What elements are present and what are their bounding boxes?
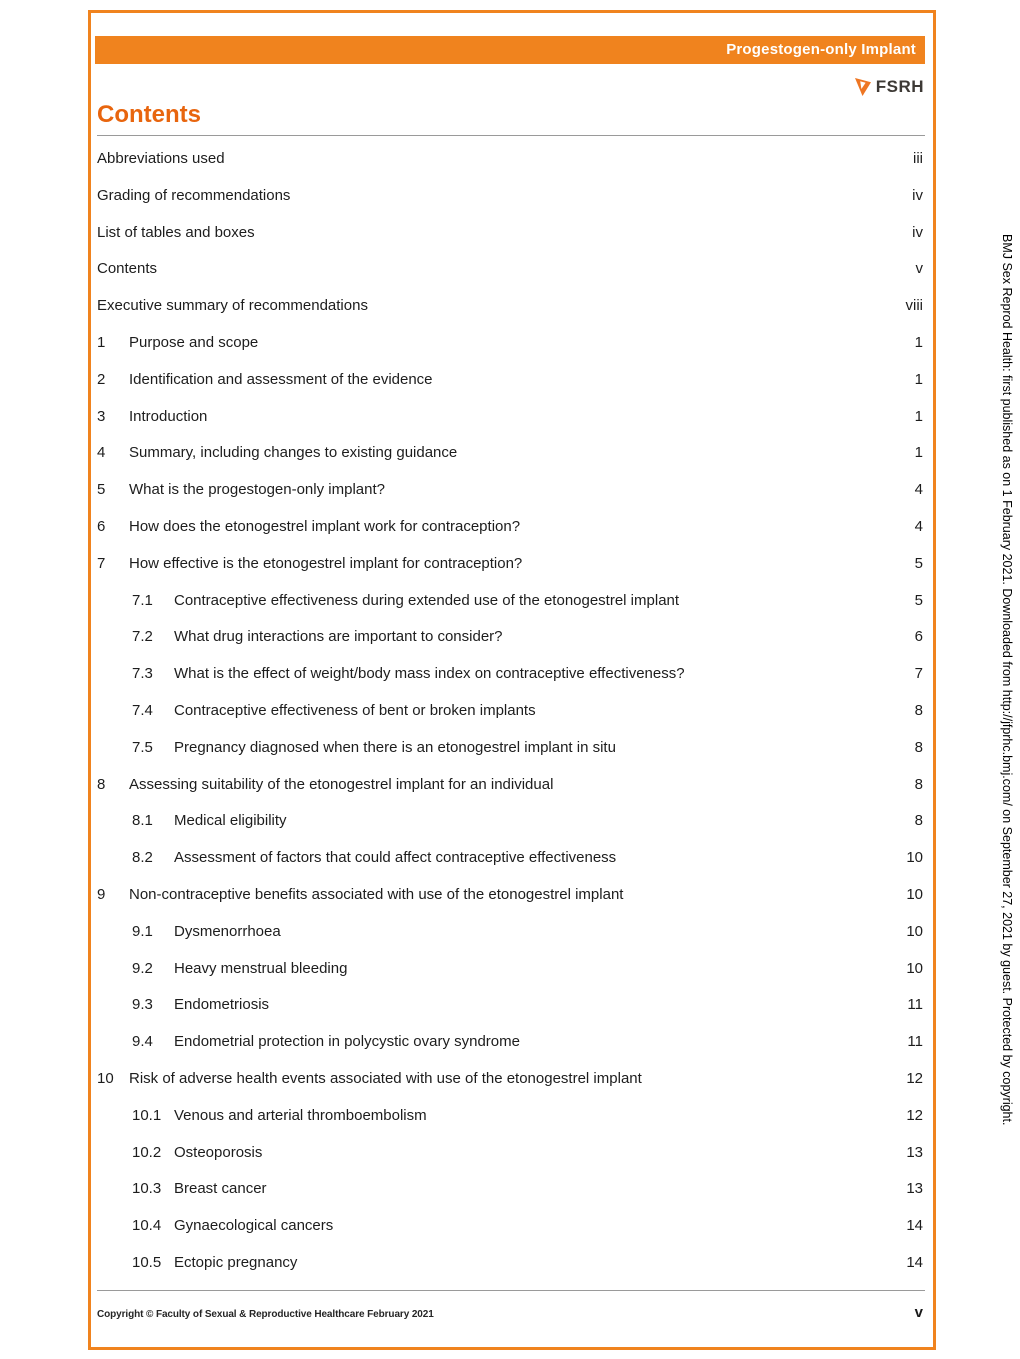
toc-entry-number: 8.1 — [132, 812, 153, 830]
toc-entry-page: 8 — [914, 701, 923, 719]
toc-entry-page: 1 — [914, 444, 923, 462]
toc-entry-page: 12 — [906, 1106, 923, 1124]
toc-entry-number: 10.5 — [132, 1253, 162, 1271]
copyright-text: Copyright © Faculty of Sexual & Reproductive Healthcare February 2021 — [97, 1309, 434, 1320]
toc-entry-number: 9 — [97, 885, 106, 903]
toc-entry-number: 4 — [97, 444, 106, 462]
toc-entry-page: 1 — [914, 407, 923, 425]
toc-row — [97, 995, 923, 1032]
toc-row — [97, 554, 923, 591]
toc-row — [97, 517, 923, 554]
toc-row — [97, 848, 923, 885]
toc-entry-label: Contraceptive effectiveness during extended use of the etonogestrel implant — [174, 591, 680, 609]
toc-entry-label: Executive summary of recommendations — [97, 297, 368, 315]
toc-entry-number: 7.2 — [132, 628, 153, 646]
toc-entry-label: Introduction — [129, 407, 208, 425]
toc-entry-label: Contraceptive effectiveness of bent or broken implants — [174, 701, 536, 719]
toc-entry-label: Breast cancer — [174, 1180, 267, 1198]
toc-row — [97, 333, 923, 370]
toc-entry-page: 6 — [914, 628, 923, 646]
toc-entry-number: 8 — [97, 775, 106, 793]
toc-row — [97, 1143, 923, 1180]
toc-entry-label: Pregnancy diagnosed when there is an etonogestrel implant in situ — [174, 738, 616, 756]
header-banner — [95, 36, 925, 64]
toc-entry-label: Risk of adverse health events associated with use of the etonogestrel implant — [129, 1069, 642, 1087]
toc-entry-number: 3 — [97, 407, 106, 425]
toc-row — [97, 627, 923, 664]
toc-row — [97, 1069, 923, 1106]
toc-entry-label: How does the etonogestrel implant work for contraception? — [129, 517, 521, 535]
toc-entry-page: iv — [912, 223, 923, 241]
toc-entry-page: 13 — [906, 1143, 923, 1161]
toc-entry-label: Ectopic pregnancy — [174, 1253, 298, 1271]
toc-row — [97, 223, 923, 260]
toc-entry-label: Non-contraceptive benefits associated with use of the etonogestrel implant — [129, 885, 624, 903]
toc-entry-number: 7 — [97, 554, 106, 572]
title-rule — [97, 135, 925, 136]
toc-entry-label: Endometriosis — [174, 996, 270, 1014]
toc-row — [97, 959, 923, 996]
toc-row — [97, 259, 923, 296]
fsrh-flame-icon — [853, 76, 873, 98]
toc-row — [97, 1106, 923, 1143]
logo-row — [91, 74, 924, 100]
toc-entry-number: 9.3 — [132, 996, 153, 1014]
citation-text — [1000, 234, 1014, 1125]
toc-entry-number: 5 — [97, 481, 106, 499]
toc-entry-number: 7.3 — [132, 665, 153, 683]
toc-row — [97, 738, 923, 775]
folio-page-number: v — [914, 1304, 923, 1321]
toc-entry-page: 12 — [906, 1069, 923, 1087]
toc-entry-page: 5 — [914, 554, 923, 572]
toc-row — [97, 370, 923, 407]
toc-entry-label: Summary, including changes to existing guidance — [129, 444, 458, 462]
toc-entry-number: 2 — [97, 370, 106, 388]
toc-entry-page: 10 — [906, 959, 923, 977]
toc-entry-label: Gynaecological cancers — [174, 1217, 334, 1235]
toc-entry-page: iii — [913, 150, 923, 167]
footer — [97, 1304, 923, 1321]
toc-entry-page: 11 — [907, 1033, 923, 1051]
toc-entry-page: viii — [905, 297, 923, 315]
toc-row — [97, 1253, 923, 1290]
toc-entry-page: 1 — [914, 333, 923, 351]
toc-row — [97, 701, 923, 738]
toc-entry-label: Medical eligibility — [174, 812, 287, 830]
sidebar-citation — [1000, 0, 1014, 1359]
toc-row — [97, 1032, 923, 1069]
toc-entry-label: List of tables and boxes — [97, 223, 255, 241]
toc-entry-label: Assessment of factors that could affect contraceptive effectiveness — [174, 849, 617, 867]
toc-entry-number: 9.2 — [132, 959, 153, 977]
toc-row — [97, 149, 923, 186]
toc-entry-number: 10.4 — [132, 1217, 162, 1235]
toc-entry-page: 13 — [906, 1180, 923, 1198]
toc-entry-number: 8.2 — [132, 849, 153, 867]
toc-entry-label: Assessing suitability of the etonogestrel implant for an individual — [129, 775, 554, 793]
citation-before-url: BMJ Sex Reprod Health: first published as on 1 February 2021. Downloaded from — [1000, 233, 1014, 690]
toc-entry-label: Contents — [97, 260, 158, 278]
toc-row — [97, 1216, 923, 1253]
toc-entry-label: Purpose and scope — [129, 333, 259, 351]
toc-row — [97, 922, 923, 959]
toc-entry-page: 8 — [914, 775, 923, 793]
header-banner-title: Progestogen-only Implant — [726, 41, 916, 58]
toc-row — [97, 664, 923, 701]
toc-row — [97, 407, 923, 444]
toc-entry-label: How effective is the etonogestrel implant for contraception? — [129, 554, 523, 572]
toc-row — [97, 775, 923, 812]
page-border-frame — [88, 10, 936, 1350]
toc-entry-label: What is the effect of weight/body mass index on contraceptive effectiveness? — [174, 665, 685, 683]
toc-entry-label: Grading of recommendations — [97, 186, 291, 204]
toc-entry-page: 4 — [914, 517, 923, 535]
toc-entry-page: 8 — [914, 738, 923, 756]
toc-entry-page: 1 — [914, 370, 923, 388]
toc-row — [97, 296, 923, 333]
toc-entry-label: Abbreviations used — [97, 150, 225, 167]
toc-entry-page: v — [915, 260, 923, 278]
toc-row — [97, 1179, 923, 1216]
toc-entry-page: 10 — [906, 849, 923, 867]
toc-entry-page: 8 — [914, 812, 923, 830]
toc-row — [97, 591, 923, 628]
page-title: Contents — [97, 101, 201, 128]
toc-row — [97, 480, 923, 517]
toc-row — [97, 443, 923, 480]
toc-entry-page: 10 — [906, 885, 923, 903]
toc-entry-label: Venous and arterial thromboembolism — [174, 1106, 427, 1124]
citation-after-url: on September 27, 2021 by guest. Protected by copyright. — [1000, 805, 1014, 1126]
toc-entry-number: 7.5 — [132, 738, 153, 756]
toc-entry-label: Osteoporosis — [174, 1143, 263, 1161]
toc-row — [97, 186, 923, 223]
toc-entry-label: Dysmenorrhoea — [174, 922, 281, 940]
toc-row — [97, 885, 923, 922]
toc-entry-page: 11 — [907, 996, 923, 1014]
toc-entry-label: Endometrial protection in polycystic ovary syndrome — [174, 1033, 520, 1051]
toc-list — [97, 149, 923, 1290]
citation-url[interactable]: http://jfprhc.bmj.com/ — [1000, 689, 1014, 806]
toc-entry-label: Identification and assessment of the evidence — [129, 370, 433, 388]
footer-rule — [97, 1290, 925, 1291]
toc-entry-number: 10 — [97, 1069, 114, 1087]
toc-entry-number: 10.1 — [132, 1106, 162, 1124]
toc-entry-label: What drug interactions are important to consider? — [174, 628, 503, 646]
toc-entry-number: 7.1 — [132, 591, 153, 609]
toc-entry-page: 14 — [906, 1253, 923, 1271]
toc-entry-number: 9.4 — [132, 1033, 153, 1051]
toc-entry-number: 6 — [97, 517, 106, 535]
toc-entry-page: 5 — [914, 591, 923, 609]
toc-entry-label: What is the progestogen-only implant? — [129, 481, 385, 499]
fsrh-logo-text: FSRH — [875, 77, 924, 96]
toc-entry-number: 10.3 — [132, 1180, 162, 1198]
toc-entry-page: 14 — [906, 1217, 923, 1235]
toc-row — [97, 811, 923, 848]
toc-entry-page: iv — [912, 186, 923, 204]
toc-entry-number: 9.1 — [132, 922, 153, 940]
toc-entry-label: Heavy menstrual bleeding — [174, 959, 348, 977]
toc-entry-number: 7.4 — [132, 701, 153, 719]
toc-entry-number: 10.2 — [132, 1143, 162, 1161]
toc-entry-page: 10 — [906, 922, 923, 940]
toc-entry-page: 4 — [914, 481, 923, 499]
toc-entry-page: 7 — [914, 665, 923, 683]
toc-entry-number: 1 — [97, 333, 106, 351]
